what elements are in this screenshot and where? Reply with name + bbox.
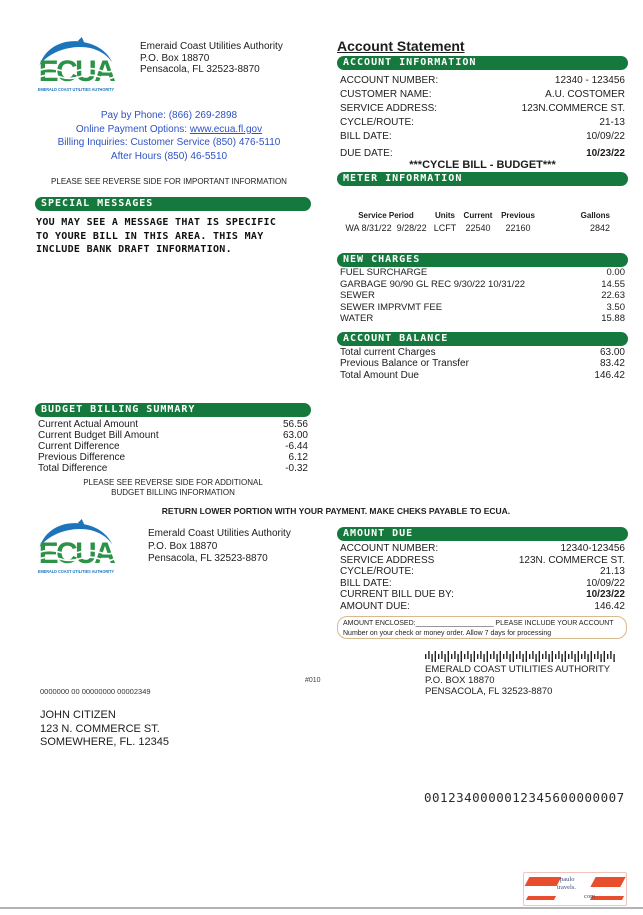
section-header-amount-due: AMOUNT DUE [337,527,628,541]
remit-account-number-row: ACCOUNT NUMBER: 12340-123456 [340,543,625,554]
ecua-logo [33,37,119,95]
billing-inquiries: Billing Inquiries: Customer Service (850) 476-5110 [57,137,281,148]
section-header-account-balance: ACCOUNT BALANCE [337,332,628,346]
remit-due-by-row: CURRENT BILL DUE BY: 10/23/22 [340,589,625,601]
section-header-budget-billing-summary: BUDGET BILLING SUMMARY [35,403,311,417]
budget-row: Total Difference -0.32 [38,463,308,474]
online-payment-line: Online Payment Options: www.ecua.fl.gov [75,123,263,135]
budget-reverse-note: PLEASE SEE REVERSE SIDE FOR ADDITIONAL BUDGET BILLING INFORMATION [83,478,263,497]
account-code: 0000000 00 00000000 00002349 [40,687,151,696]
remit-cycle-route-row: CYCLE/ROUTE: 21.13 [340,566,625,578]
balance-row: Total Amount Due 146.42 [340,369,625,381]
charge-row: FUEL SURCHARGE 0.00 [340,267,625,278]
pay-by-phone: Pay by Phone: (866) 269-2898 [100,110,238,121]
logo-caption: EMERALD COAST UTILITIES AUTHORITY [37,568,115,574]
section-header-special-messages: SPECIAL MESSAGES [35,197,311,211]
logo-caption: EMERALD COAST UTILITIES AUTHORITY [37,86,115,92]
cycle-route-row: CYCLE/ROUTE: 21-13 [340,117,625,128]
balance-row: Previous Balance or Transfer 83.42 [340,358,625,370]
postal-barcode-icon [425,651,615,662]
service-address-row: SERVICE ADDRESS: 123N.COMMERCE ST. [340,103,625,114]
charge-row: SEWER IMPRVMT FEE 3.50 [340,301,625,313]
cycle-bill-note: ***CYCLE BILL - BUDGET*** [409,159,556,171]
remit-service-address-row: SERVICE ADDRESS 123N. COMMERCE ST. [340,554,625,566]
new-charges-rows [337,267,628,325]
page-title: Account Statement [337,38,465,54]
return-portion-note: RETURN LOWER PORTION WITH YOUR PAYMENT. MAKE CHEKS PAYABLE TO ECUA. [161,506,511,516]
section-header-meter-information: METER INFORMATION [337,172,628,186]
ecua-website-link[interactable]: www.ecua.fl.gov [189,123,263,135]
watermark-stripe [526,896,556,900]
account-number-row: ACCOUNT NUMBER: 12340 - 123456 [340,75,625,86]
utility-address: Emeraid Coast Utilities Authority P.O. Box 18870 Pensacola, FL 32523-8870 [140,41,283,75]
amount-enclosed-box[interactable] [337,616,627,639]
after-hours: After Hours (850) 46-5510 [110,150,228,162]
form-number: #010 [305,677,321,684]
customer-name-row: CUSTOMER NAME: A.U. COSTOMER [340,89,625,100]
watermark-text: travels. [557,884,576,891]
reverse-side-note: PLEASE SEE REVERSE SIDE FOR IMPORTANT INFORMATION [51,177,287,186]
section-header-new-charges: NEW CHARGES [337,253,628,267]
logo-acronym: ECUA [38,54,114,88]
budget-row: Previous Difference 6.12 [38,452,308,463]
remit-amount-due-row: AMOUNT DUE: 146.42 [340,600,625,612]
watermark-stripe [525,877,562,886]
ecua-logo-remit [33,519,119,577]
meter-table-row: WA 8/31/22 9/28/22 LCFT 22540 22160 2842 [345,223,610,233]
budget-billing-rows [35,419,311,474]
contact-info [35,109,303,163]
meter-table-headers: Service Period Units Current Previous Gallons [358,211,610,220]
section-header-account-information: ACCOUNT INFORMATION [337,56,628,70]
budget-row: Current Budget Bill Amount 63.00 [38,430,308,441]
budget-row: Current Difference -6.44 [38,441,308,452]
customer-address: JOHN CITIZEN 123 N. COMMERCE ST. SOMEWHERE, FL. 12345 [40,709,169,748]
utility-address-remit: Emerald Coast Utilities Authority P.O. Box 18870 Pensacola, FL 32523-8870 [148,528,291,564]
amount-enclosed-line[interactable]: AMOUNT ENCLOSED:____________________ PLEASE INCLUDE YOUR ACCOUNT [343,620,614,627]
account-information-rows [337,74,628,144]
account-balance-rows [337,347,628,381]
charge-row: SEWER 22.63 [340,290,625,301]
amount-enclosed-hint: Number on your check or money order. Allow 7 days for processing [343,629,552,637]
special-messages-body: YOU MAY SEE A MESSAGE THAT IS SPECIFIC TO YOURE BILL IN THIS AREA. THIS MAY INCLUDE BANK DRAFT INFORMATION. [36,217,277,255]
logo-acronym: ECUA [38,536,114,570]
due-date-row: DUE DATE: 10/23/22 [340,148,625,159]
ocr-scan-line: 0012340000012345600000007 [424,790,625,805]
watermark-logo [523,872,627,906]
charge-row: GARBAGE 90/90 GL REC 9/30/22 10/31/22 14.55 [340,278,625,290]
amount-due-rows [337,543,628,613]
page-bottom-rule [0,907,643,909]
watermark-text: com [584,893,596,900]
budget-row: Current Actual Amount 56.56 [38,419,308,430]
remit-bill-date-row: BILL DATE: 10/09/22 [340,577,625,589]
bill-date-row: BILL DATE: 10/09/22 [340,131,625,142]
charge-row: WATER 15.88 [340,313,625,324]
balance-row: Total current Charges 63.00 [340,347,625,358]
payee-address: EMERALD COAST UTILITIES AUTHORITY P.O. BOX 18870 PENSACOLA, FL 32523-8870 [425,664,611,697]
watermark-stripe [590,877,625,887]
watermark-text: paulo [560,876,575,883]
